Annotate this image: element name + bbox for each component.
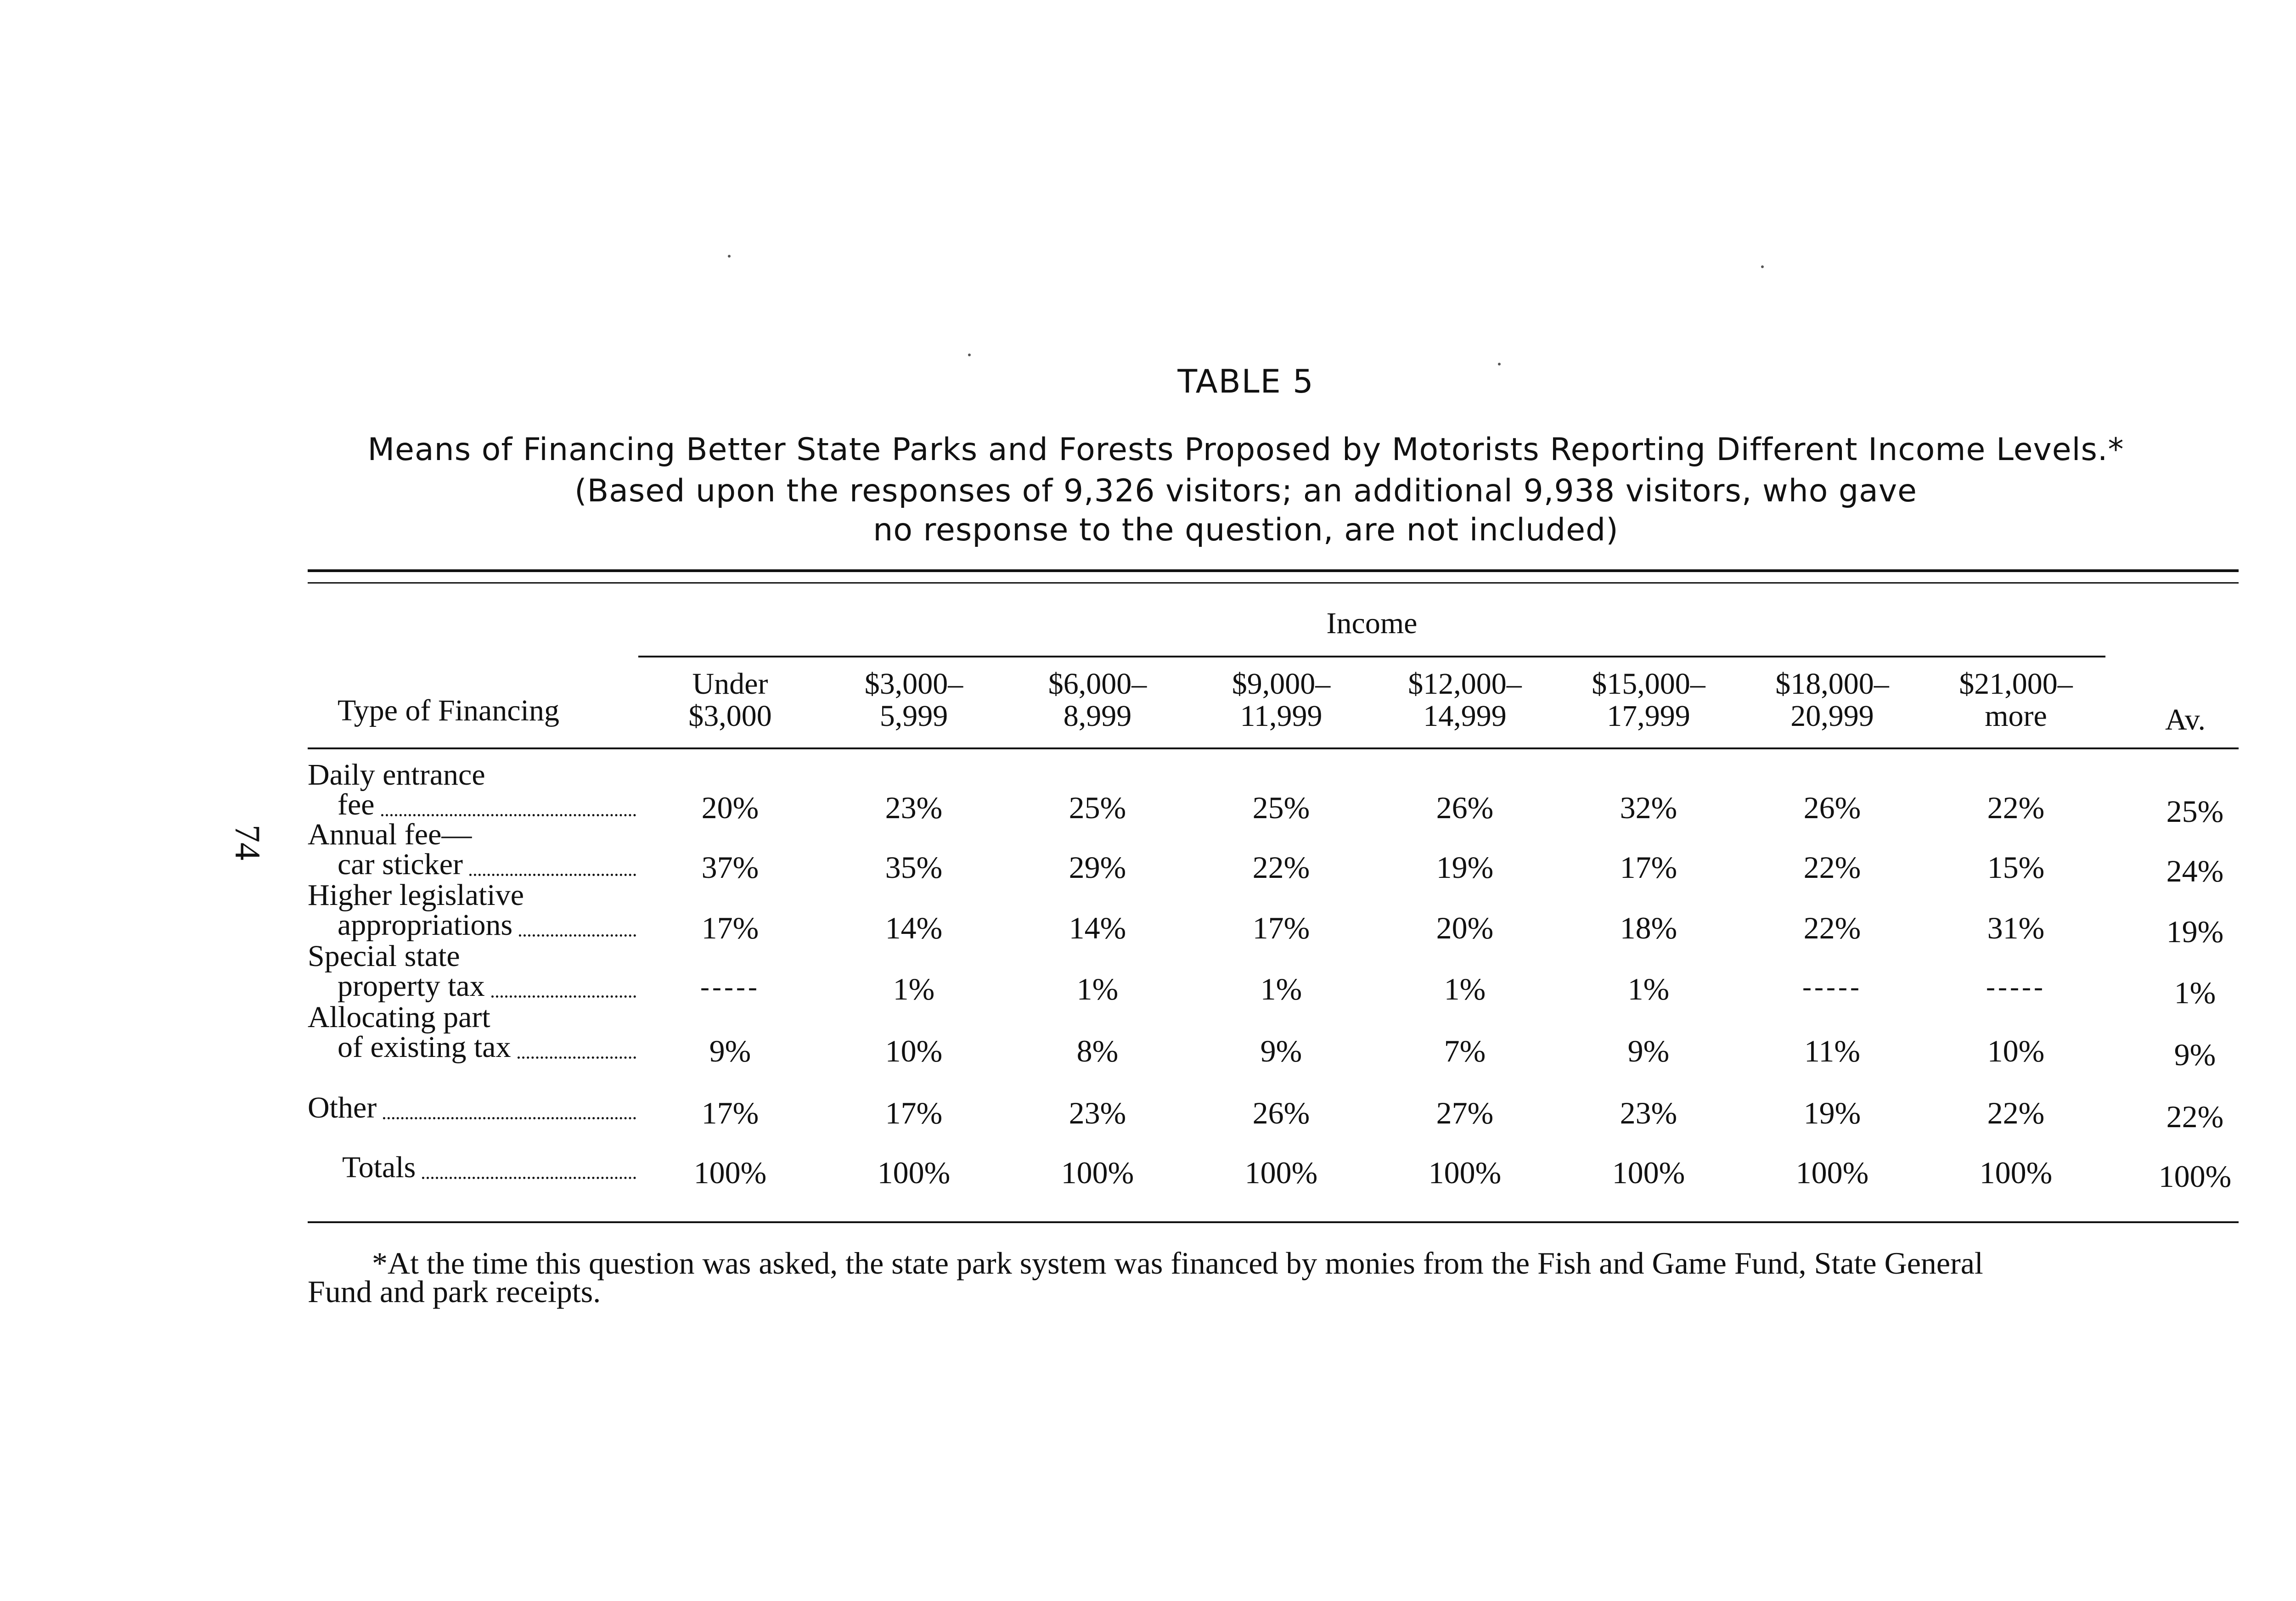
leader-dots [422, 1177, 636, 1179]
table-cell: 20% [1436, 910, 1494, 945]
column-header-line: 8,999 [1063, 699, 1132, 733]
leader-dots [518, 1056, 636, 1059]
table-cell: 18% [1620, 910, 1677, 945]
row-label: Higher legislative [308, 878, 524, 912]
average-cell: 19% [2166, 914, 2224, 949]
row-label: Daily entrance [308, 758, 485, 792]
table-cell: 9% [709, 1034, 751, 1068]
table-cell: ----- [700, 972, 760, 1002]
table-cell: 10% [885, 1034, 943, 1068]
table-cell: 19% [1436, 850, 1494, 885]
average-cell: 24% [2166, 854, 2224, 888]
table-cell: 17% [1620, 850, 1677, 885]
column-header-line: 11,999 [1240, 699, 1322, 733]
table-cell: 100% [1612, 1155, 1685, 1190]
table-cell: 100% [1795, 1155, 1869, 1190]
table-cell: 25% [1069, 790, 1126, 825]
table-cell: 100% [1979, 1155, 2053, 1190]
column-header-line: $6,000– [1048, 667, 1147, 701]
income-column-header [831, 668, 996, 732]
scan-speck [728, 255, 731, 258]
table-cell: 29% [1069, 850, 1126, 885]
income-column-header [1750, 668, 1915, 732]
subtitle-line: Means of Financing Better State Parks and Forests Proposed by Motorists Reporting Different Income Levels.* [367, 432, 2124, 468]
table-cell: 1% [1076, 972, 1119, 1006]
table-cell: 15% [1987, 850, 2045, 885]
column-header-line: 14,999 [1423, 699, 1507, 733]
table-cell: 31% [1987, 910, 2045, 945]
scan-speck [968, 354, 971, 356]
income-rule [638, 656, 2105, 657]
column-header-line: $18,000– [1775, 667, 1889, 701]
table-cell: 9% [1260, 1034, 1302, 1068]
table-cell: 17% [1252, 910, 1310, 945]
scan-speck [1761, 265, 1764, 268]
bottom-rule [308, 1221, 2239, 1223]
table-cell: 1% [1444, 972, 1486, 1006]
table-cell: 17% [885, 1095, 943, 1130]
table-cell: 1% [893, 972, 935, 1006]
row-label: Allocating part [308, 1000, 490, 1034]
footnote-line: *At the time this question was asked, the state park system was financed by monies from the Fish and Game Fund, State General [372, 1246, 1983, 1281]
row-label: Annual fee— [308, 818, 472, 851]
page-number: 74 [228, 825, 268, 860]
table-cell: 22% [1803, 850, 1861, 885]
table-cell: 22% [1803, 910, 1861, 945]
leader-dots [491, 995, 636, 998]
table-title: TABLE 5 [1177, 363, 1314, 400]
table-cell: 7% [1444, 1034, 1486, 1068]
income-column-header [1199, 668, 1364, 732]
table-cell: 27% [1436, 1095, 1494, 1130]
table-cell: 26% [1803, 790, 1861, 825]
table-cell: 23% [885, 790, 943, 825]
table-cell: 25% [1252, 790, 1310, 825]
leader-dots [469, 874, 636, 876]
row-label: fee [338, 788, 375, 821]
table-cell: 1% [1627, 972, 1670, 1006]
table-cell: 11% [1804, 1034, 1861, 1068]
table-cell: 22% [1987, 790, 2045, 825]
table-cell: 35% [885, 850, 943, 885]
table-cell: ----- [1986, 972, 2046, 1002]
row-label: of existing tax [338, 1030, 511, 1064]
table-cell: 1% [1260, 972, 1302, 1006]
column-header-line: more [1985, 699, 2047, 733]
top-rule [308, 569, 2239, 572]
header-rule [308, 747, 2239, 749]
table-cell: 17% [701, 1095, 759, 1130]
table-cell: 26% [1252, 1095, 1310, 1130]
subtitle-line: no response to the question, are not included) [873, 512, 1619, 548]
table-cell: 14% [885, 910, 943, 945]
scan-speck [1498, 363, 1501, 365]
table-cell: 9% [1627, 1034, 1670, 1068]
table-cell: 32% [1620, 790, 1677, 825]
table-cell: 20% [701, 790, 759, 825]
column-header-line: $3,000– [864, 667, 963, 701]
income-column-header [1566, 668, 1731, 732]
table-cell: 26% [1436, 790, 1494, 825]
row-label: Other [308, 1091, 377, 1124]
table-cell: ----- [1802, 972, 1862, 1002]
table-cell: 100% [1244, 1155, 1318, 1190]
table-cell: 23% [1620, 1095, 1677, 1130]
table-cell: 100% [1428, 1155, 1502, 1190]
row-label: Totals [342, 1151, 416, 1184]
column-header-line: 17,999 [1607, 699, 1690, 733]
footnote-line: Fund and park receipts. [308, 1274, 601, 1309]
average-cell: 9% [2174, 1037, 2216, 1072]
leader-dots [519, 934, 636, 937]
table-cell: 22% [1252, 850, 1310, 885]
average-cell: 100% [2158, 1159, 2232, 1194]
row-label: Special state [308, 939, 460, 973]
table-cell: 23% [1069, 1095, 1126, 1130]
average-header: Av. [2165, 703, 2206, 736]
table-cell: 22% [1987, 1095, 2045, 1130]
row-label: car sticker [338, 848, 463, 881]
table-cell: 100% [877, 1155, 951, 1190]
row-label: appropriations [338, 908, 513, 942]
table-cell: 19% [1803, 1095, 1861, 1130]
average-cell: 1% [2174, 975, 2216, 1010]
table-cell: 14% [1069, 910, 1126, 945]
top-rule-thin [308, 582, 2239, 584]
row-label: property tax [338, 969, 485, 1003]
income-header: Income [1326, 607, 1418, 640]
table-cell: 37% [701, 850, 759, 885]
column-header-line: $9,000– [1232, 667, 1331, 701]
column-header-line: $15,000– [1592, 667, 1705, 701]
column-header-line: $12,000– [1408, 667, 1522, 701]
leader-dots [381, 814, 636, 816]
leader-dots [383, 1117, 636, 1119]
income-column-header [647, 668, 813, 732]
subtitle-line: (Based upon the responses of 9,326 visitors; an additional 9,938 visitors, who gave [574, 473, 1917, 509]
table-cell: 10% [1987, 1034, 2045, 1068]
column-header-line: 20,999 [1790, 699, 1874, 733]
income-column-header [1382, 668, 1548, 732]
footnote [308, 1246, 2239, 1309]
income-column-header [1015, 668, 1180, 732]
table-cell: 17% [701, 910, 759, 945]
average-cell: 22% [2166, 1099, 2224, 1134]
type-of-financing-header: Type of Financing [338, 694, 559, 727]
column-header-line: $3,000 [688, 699, 772, 733]
column-header-line: 5,999 [879, 699, 948, 733]
table-cell: 100% [693, 1155, 767, 1190]
table-cell: 100% [1061, 1155, 1134, 1190]
income-column-header [1933, 668, 2099, 732]
column-header-line: $21,000– [1959, 667, 2073, 701]
column-header-line: Under [692, 667, 768, 701]
average-cell: 25% [2166, 794, 2224, 829]
table-cell: 8% [1076, 1034, 1119, 1068]
